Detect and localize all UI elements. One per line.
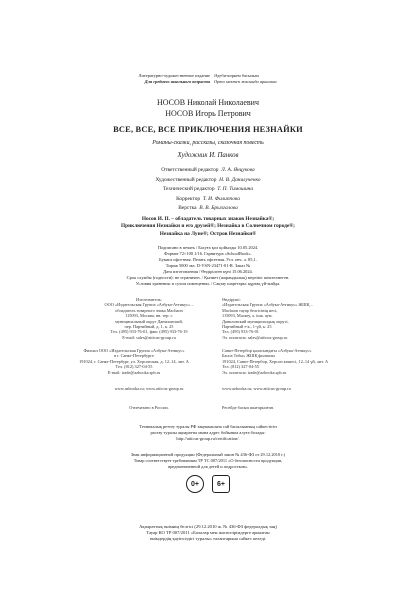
trademark-line: Незнайка на Луне®; Остров Незнайки® [159, 230, 257, 237]
credit-line: Корректор Т. И. Филиппова [176, 195, 240, 202]
print-info-line: Срок службы (годности): не ограничен. / Қызмет (жарамдылық) мерзімі: шектелмеген. [126, 275, 290, 280]
certification-line: Техникалық реттеу туралы РФ заңнамасына сай басылымның сәйкестігін [139, 424, 277, 429]
certification-line: растау туралы ақпаратты мына адрес бойынша алуға болады: [150, 429, 266, 435]
manufacturer-label: Өндіруші: [222, 297, 241, 302]
header-left [20, 73, 210, 84]
address-line: ООО «Издательская Группа «Азбука-Аттикус» – [104, 302, 194, 308]
address-line: Эл. поштасы: sales@atticus-group.ru [222, 334, 288, 340]
address-line: «Издательская Группа «Азбука-Аттикус» ЖШҚ – [222, 302, 313, 308]
header-left-line: Литературно-художественное издание [138, 73, 210, 78]
header-right-line: Әдеби-көркем басылым [214, 73, 259, 78]
credit-line: Верстка В. В. Брызгалова [178, 205, 238, 212]
address-line: Тел. (812) 327-04-55 [115, 364, 153, 370]
website-right: www.azbooka.ru; www.atticus-group.ru [222, 386, 291, 391]
header-right-line: Орта мектеп жасында арналған [214, 78, 277, 84]
address-line: Machaon тауар белгісінің иесі, [222, 307, 278, 313]
print-info-line: Условия хранения: в сухом помещении. / Сақтау шарттары: құрғақ үй-жайда. [135, 281, 281, 286]
address-line: обладатель товарного знака Machaon [115, 307, 183, 313]
certification-info [0, 424, 416, 441]
branch-left [58, 348, 210, 375]
age-rating-6-badge: 6+ [212, 475, 230, 493]
author-name: НОСОВ Игорь Петрович [165, 109, 251, 118]
age-rating-0-badge: 0+ [186, 475, 204, 493]
address-line: Партийный т-к., 1-үй, к. 25 [222, 324, 272, 330]
credits [0, 166, 416, 214]
print-info-line: Дата изготовления / Өндірілген күні 15.06.2024. [163, 269, 253, 274]
address-line: Санкт-Петербор қаласындағы «Азбука-Аттикус» [222, 348, 312, 353]
printed-in-right: Ресейде басып шығарылған. [222, 405, 275, 410]
print-info-line: Тираж 5000 экз. D-VSN-23471-01-R. Заказ № [165, 263, 251, 268]
address-line: Даниловский муниципалдық округі, [222, 318, 289, 324]
print-info [0, 245, 416, 287]
address-line: Эл. поштасы: trade@azbooka.spb.ru [222, 369, 287, 375]
authors [0, 97, 416, 119]
address-line: в г. Санкт-Петербурге [114, 353, 154, 359]
address-line: Тел. (812) 327-04-55 [222, 364, 259, 370]
author-name: НОСОВ Николай Николаевич [157, 98, 259, 107]
footer-info [0, 524, 416, 543]
footer-line: Тауар КО ТР 007/2011 «Балалар мен жасөспірімдерге арналған [146, 530, 270, 536]
age-law-line: Знак информационной продукции (Федеральный закон № 436-ФЗ от 29.12.2010 г.) [130, 452, 286, 457]
trademark-notice [0, 216, 416, 238]
address-line: пер. Партийный, д. 1, к. 25 [124, 324, 174, 330]
manufacturer-label: Изготовитель: [136, 297, 162, 302]
trademark-line: Приключения Незнайки и его друзей®; Незнайка в Солнечном городе®; [121, 223, 295, 230]
age-law-line: Товар соответствует требованиям ТР ТС 007/2011 «О безопасности продукции, [133, 457, 283, 463]
address-line: E-mail: sales@atticus-group.ru [122, 334, 176, 340]
print-info-line: Подписано в печать / Басуға қол қойылды 10.05.2024. [157, 245, 259, 250]
book-subtitle: Романы-сказки, рассказы, сказочная повесть [152, 140, 264, 146]
book-title: ВСЕ, ВСЕ, ВСЕ ПРИКЛЮЧЕНИЯ НЕЗНАЙКИ [113, 125, 303, 134]
header-left-line: Для среднего школьного возраста [144, 78, 210, 84]
credit-line: Художественный редактор Н. В. Данилученко [155, 176, 261, 183]
header-right [214, 73, 394, 84]
address-line: 191024, г. Санкт-Петербург, ул. Херсонская, д. 12–14, лит. А [79, 358, 189, 364]
illustrator: Художник И. Панков [177, 152, 239, 159]
trademark-line: Носов И. П. – обладатель товарных знаков Незнайка®; [141, 216, 275, 222]
address-line: Тел. (495) 933-76-01 [222, 329, 259, 335]
print-info-line: Бумага офсетная. Печать офсетная. Усл. печ. л. 85,1. [159, 257, 257, 262]
certification-line: http://atticus-group.ru/certification/. [176, 435, 240, 441]
footer-line: өнімдердің қауіпсіздігі туралы» талаптарына сәйкес келеді. [149, 536, 267, 542]
footer-line: Ақпараттық өнімнің белгісі (29.12.2010 ж. № 436-ФЗ федералдық заң) [139, 524, 277, 529]
address-line: E-mail: trade@azbooka.spb.ru [107, 369, 161, 375]
manufacturer-left [90, 297, 208, 340]
website-left: www.azbooka.ru; www.atticus-group.ru [114, 386, 184, 391]
printed-in-left: Отпечатано в России. [129, 405, 169, 410]
manufacturer-right [222, 297, 372, 340]
address-line: 115093, Мәскеу, ә. ішк. аум. [222, 313, 273, 319]
address-line: 115093, Москва, вн. тер. г. [125, 313, 173, 319]
print-info-line: Формат 72×100 1/16. Гарнитура «SchoolBook». [164, 251, 252, 256]
address-line: Баспа Тобы» ЖШҚ филиалы [222, 353, 275, 359]
credit-line: Технический редактор Т. П. Тимошина [162, 186, 254, 193]
address-line: муниципальный округ Даниловский, [115, 318, 183, 324]
address-line: Филиал ООО «Издательская Группа «Азбука-Аттикус» [83, 348, 185, 353]
age-law-info [0, 452, 416, 469]
branch-right [222, 348, 382, 375]
age-law-line: предназначенной для детей и подростков». [167, 463, 249, 469]
credit-line: Ответственный редактор Л. А. Янцукова [161, 167, 255, 173]
address-line: 191024, Санкт-Петербор, Херсон көшесі, 12–14 үй, лит. А [222, 358, 329, 364]
address-line: Тел. (495) 933-76-01, факс (495) 933-76-19 [110, 329, 188, 335]
